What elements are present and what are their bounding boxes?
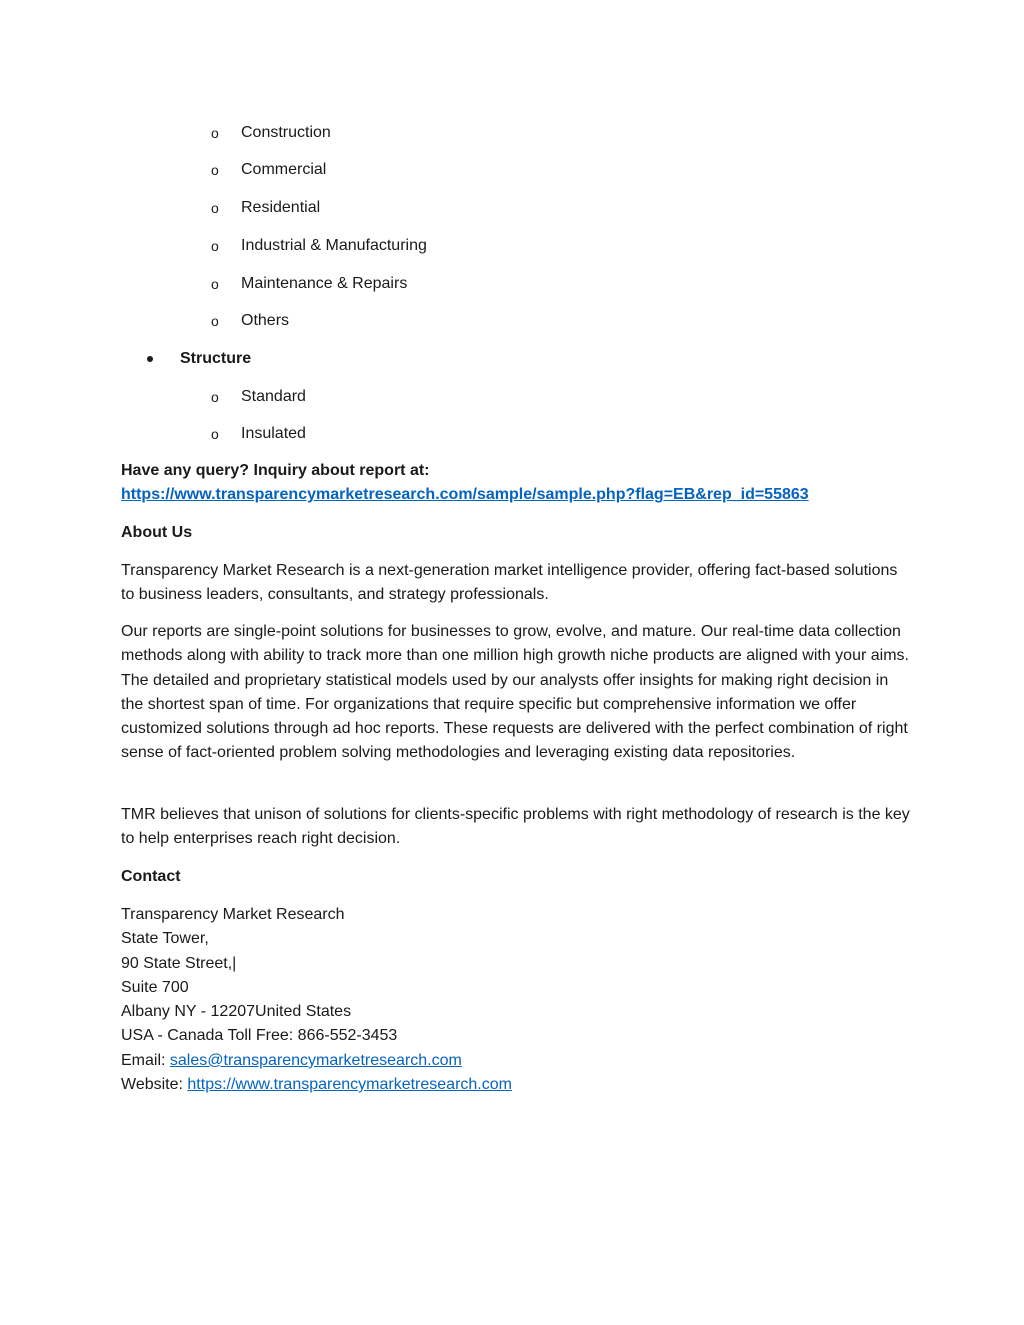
list-item-label: Commercial <box>241 161 327 178</box>
list-item-label: Standard <box>241 388 306 405</box>
email-link[interactable]: sales@transparencymarketresearch.com <box>169 1051 462 1069</box>
circle-bullet-icon: o <box>211 426 219 442</box>
circle-bullet-icon: o <box>211 162 219 178</box>
disc-bullet-icon <box>147 356 153 362</box>
contact-line: Transparency Market Research <box>121 906 345 923</box>
circle-bullet-icon: o <box>211 313 219 329</box>
about-heading: About Us <box>121 524 193 541</box>
contact-line: Albany NY - 12207United States <box>121 1003 352 1021</box>
query-label: Have any query? Inquiry about report at: <box>121 462 430 479</box>
contact-line: 90 State Street,| <box>121 954 237 972</box>
list-heading-label: Structure <box>180 350 252 367</box>
query-link[interactable]: https://www.transparencymarketresearch.com/sample/sample.php?flag=EB&rep_id=55863 <box>121 486 809 504</box>
circle-bullet-icon: o <box>211 125 219 141</box>
circle-bullet-icon: o <box>211 238 219 254</box>
contact-website-row <box>121 1073 911 1097</box>
contact-address <box>121 903 911 1097</box>
contact-line: USA - Canada Toll Free: 866-552-3453 <box>121 1027 398 1045</box>
email-label: Email: <box>121 1051 170 1069</box>
about-paragraph-3: TMR believes that unison of solutions for clients-specific problems with right methodology of research is the key to help enterprises reach right decision. <box>121 806 910 848</box>
list-item-label: Others <box>241 312 290 329</box>
list-item-label: Industrial & Manufacturing <box>241 237 427 254</box>
contact-heading: Contact <box>121 868 181 885</box>
website-label: Website: <box>121 1076 188 1094</box>
circle-bullet-icon: o <box>211 276 219 292</box>
circle-bullet-icon: o <box>211 389 219 405</box>
list-item-label: Maintenance & Repairs <box>241 275 408 292</box>
about-paragraph-2: Our reports are single-point solutions for businesses to grow, evolve, and mature. Our real-time data collection methods along with ability to track more than one million high growth niche products are aligned with your aims. The detailed and proprietary statistical models used by our analysts offer insights for making right decision in the shortest span of time. For organizations that require specific but comprehensive information we offer customized solutions through ad hoc reports. These requests are delivered with the perfect combination of right sense of fact-oriented problem solving methodologies and leveraging existing data repositories. <box>121 623 909 762</box>
query-section <box>121 459 911 508</box>
contact-line: State Tower, <box>121 930 209 948</box>
circle-bullet-icon: o <box>211 200 219 216</box>
about-paragraph-1: Transparency Market Research is a next-generation market intelligence provider, offering fact-based solutions to business leaders, consultants, and strategy professionals. <box>121 562 898 604</box>
contact-email-row <box>121 1049 911 1073</box>
list-item-label: Construction <box>241 124 331 141</box>
contact-line: Suite 700 <box>121 978 189 996</box>
website-link[interactable]: https://www.transparencymarketresearch.com <box>187 1076 512 1094</box>
list-item-label: Residential <box>241 199 321 216</box>
list-item-label: Insulated <box>241 425 306 442</box>
